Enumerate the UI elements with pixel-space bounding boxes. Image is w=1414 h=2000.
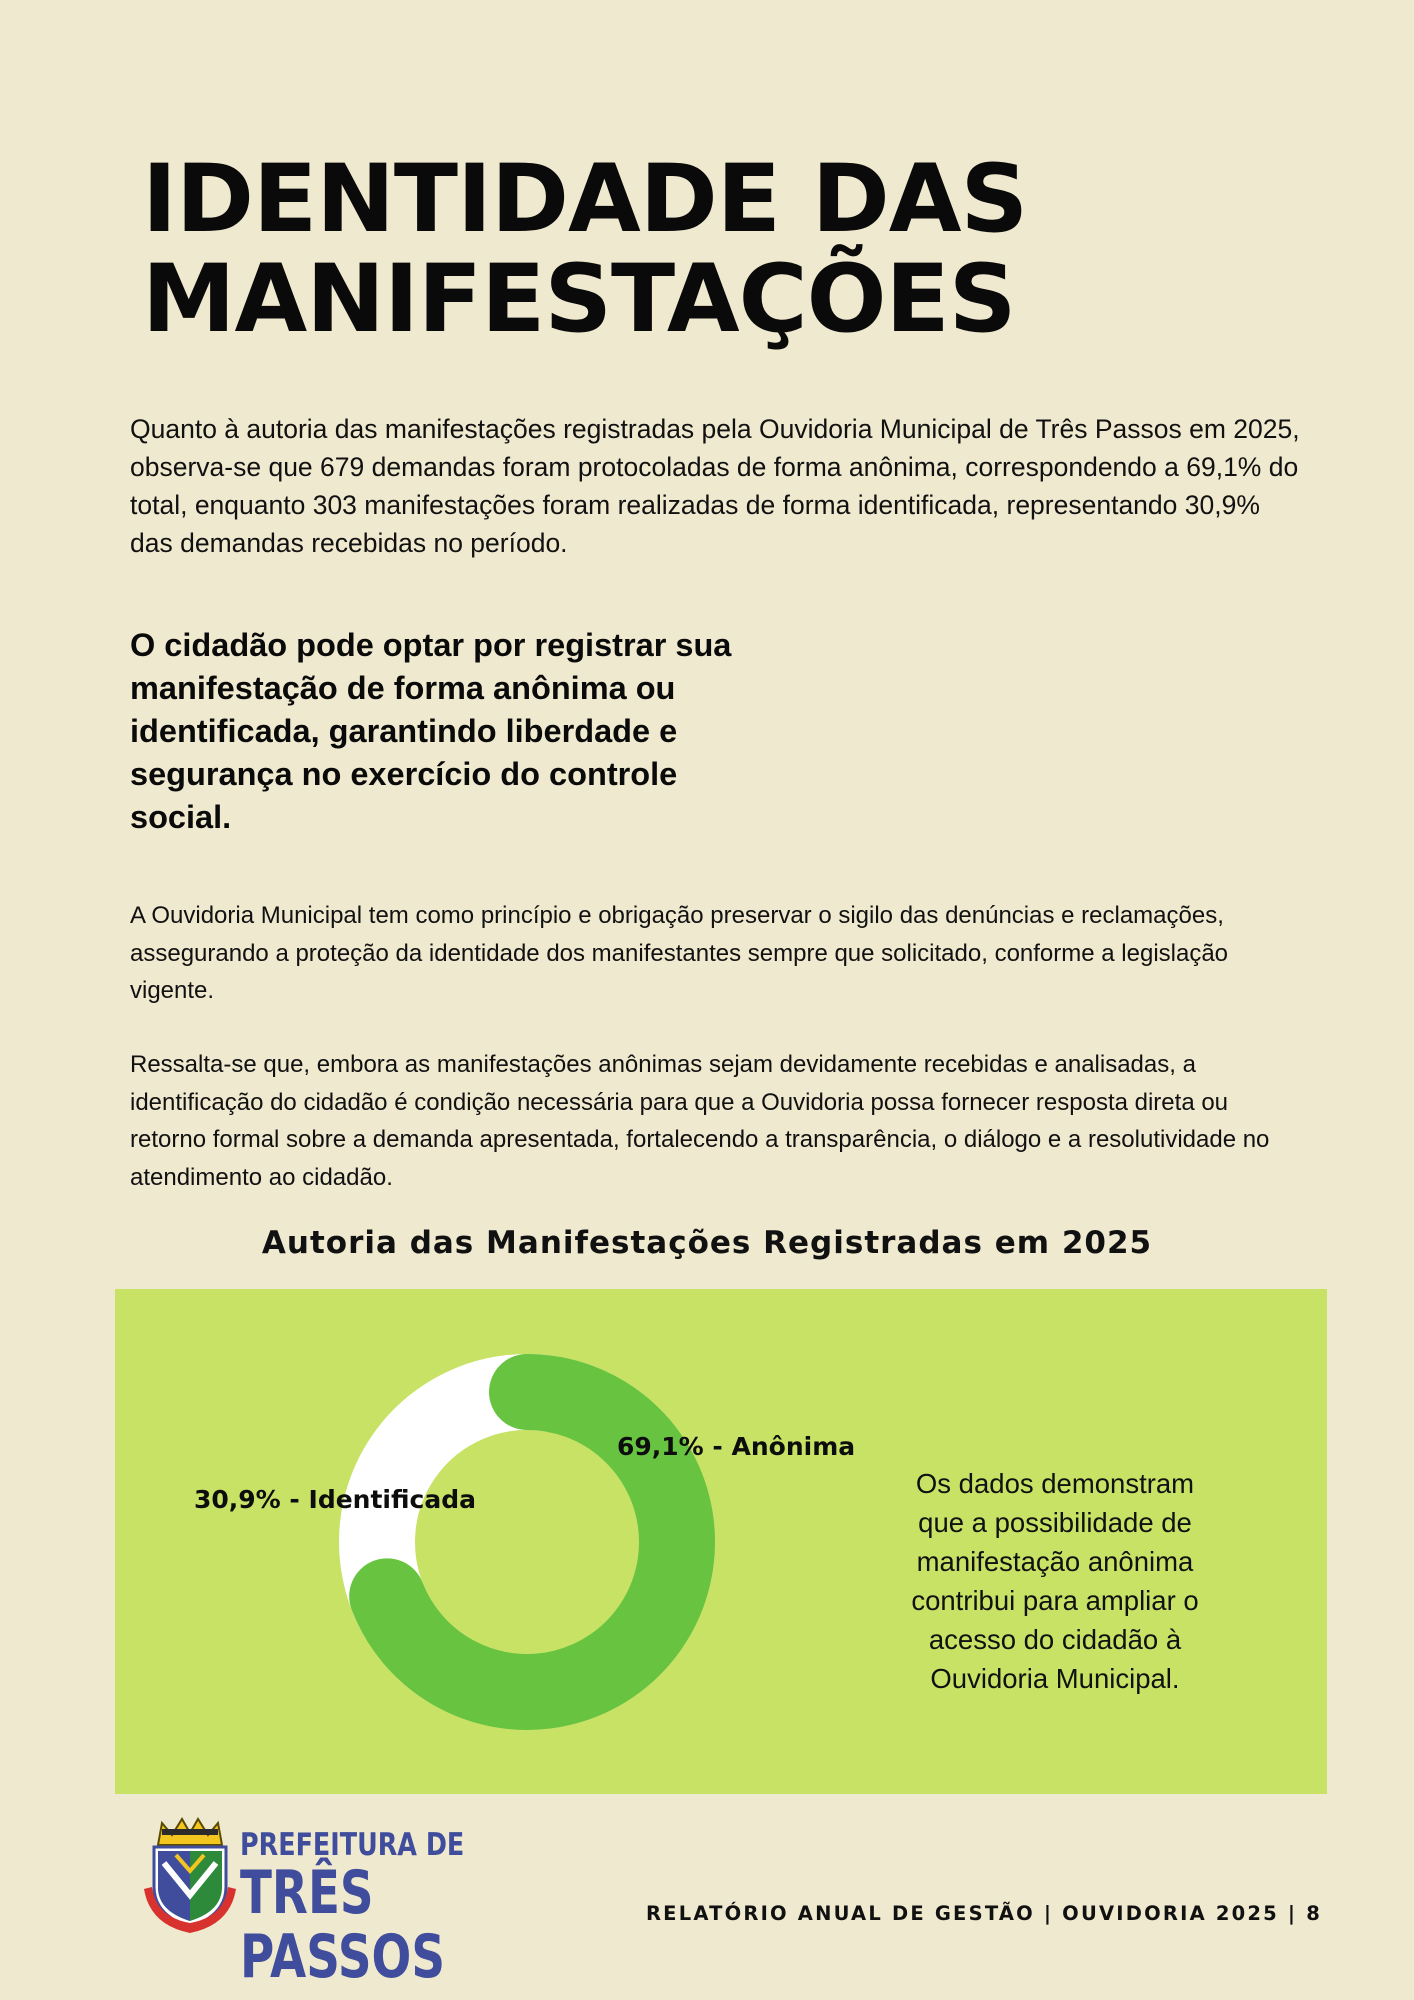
brand-line2: TRÊS PASSOS [240,1858,446,1992]
identification-paragraph: Ressalta-se que, embora as manifestações anônimas sejam devidamente recebidas e analisadas, a identificação do cidadão é condição necessária para que a Ouvidoria possa fornecer resposta direta ou retorno formal sobre a demanda apresentada, fortalecendo a transparência, o diálogo e a resolutividade no atendimento ao cidadão. [130,1051,1270,1191]
page-title [142,145,1028,354]
slice-label-anonima: 69,1% - Anônima [617,1432,856,1461]
page-title-line1: IDENTIDADE DAS [142,145,1028,254]
highlight-statement: O cidadão pode optar por registrar sua manifestação de forma anônima ou identificada, garantindo liberdade e segurança no exercício do controle social. [130,627,732,835]
page-title-line2: MANIFESTAÇÕES [142,245,1016,354]
confidentiality-paragraph: A Ouvidoria Municipal tem como princípio e obrigação preservar o sigilo das denúncias e reclamações, assegurando a proteção da identidade dos manifestantes sempre que solicitado, conforme a legislação vigente. [130,902,1229,1004]
slice-label-identificada: 30,9% - Identificada [194,1485,476,1514]
intro-paragraph: Quanto à autoria das manifestações registradas pela Ouvidoria Municipal de Três Passos em 2025, observa-se que 679 demandas foram protocoladas de forma anônima, correspondendo a 69,1% do total, enquanto 303 manifestações foram realizadas de forma identificada, representando 30,9% das demandas recebidas no período. [130,414,1300,558]
brand-line1: PREFEITURA DE [240,1827,465,1863]
chart-side-note: Os dados demonstram que a possibilidade de manifestação anônima contribui para ampliar o acesso do cidadão à Ouvidoria Municipal. [911,1468,1199,1694]
municipal-coat-of-arms-icon [140,1815,240,1935]
footer-text: RELATÓRIO ANUAL DE GESTÃO | OUVIDORIA 2025 | 8 [645,1902,1322,1925]
chart-panel [115,1289,1327,1794]
chart-title: Autoria das Manifestações Registradas em 2025 [261,1225,1153,1261]
prefeitura-logo [140,1815,560,1992]
